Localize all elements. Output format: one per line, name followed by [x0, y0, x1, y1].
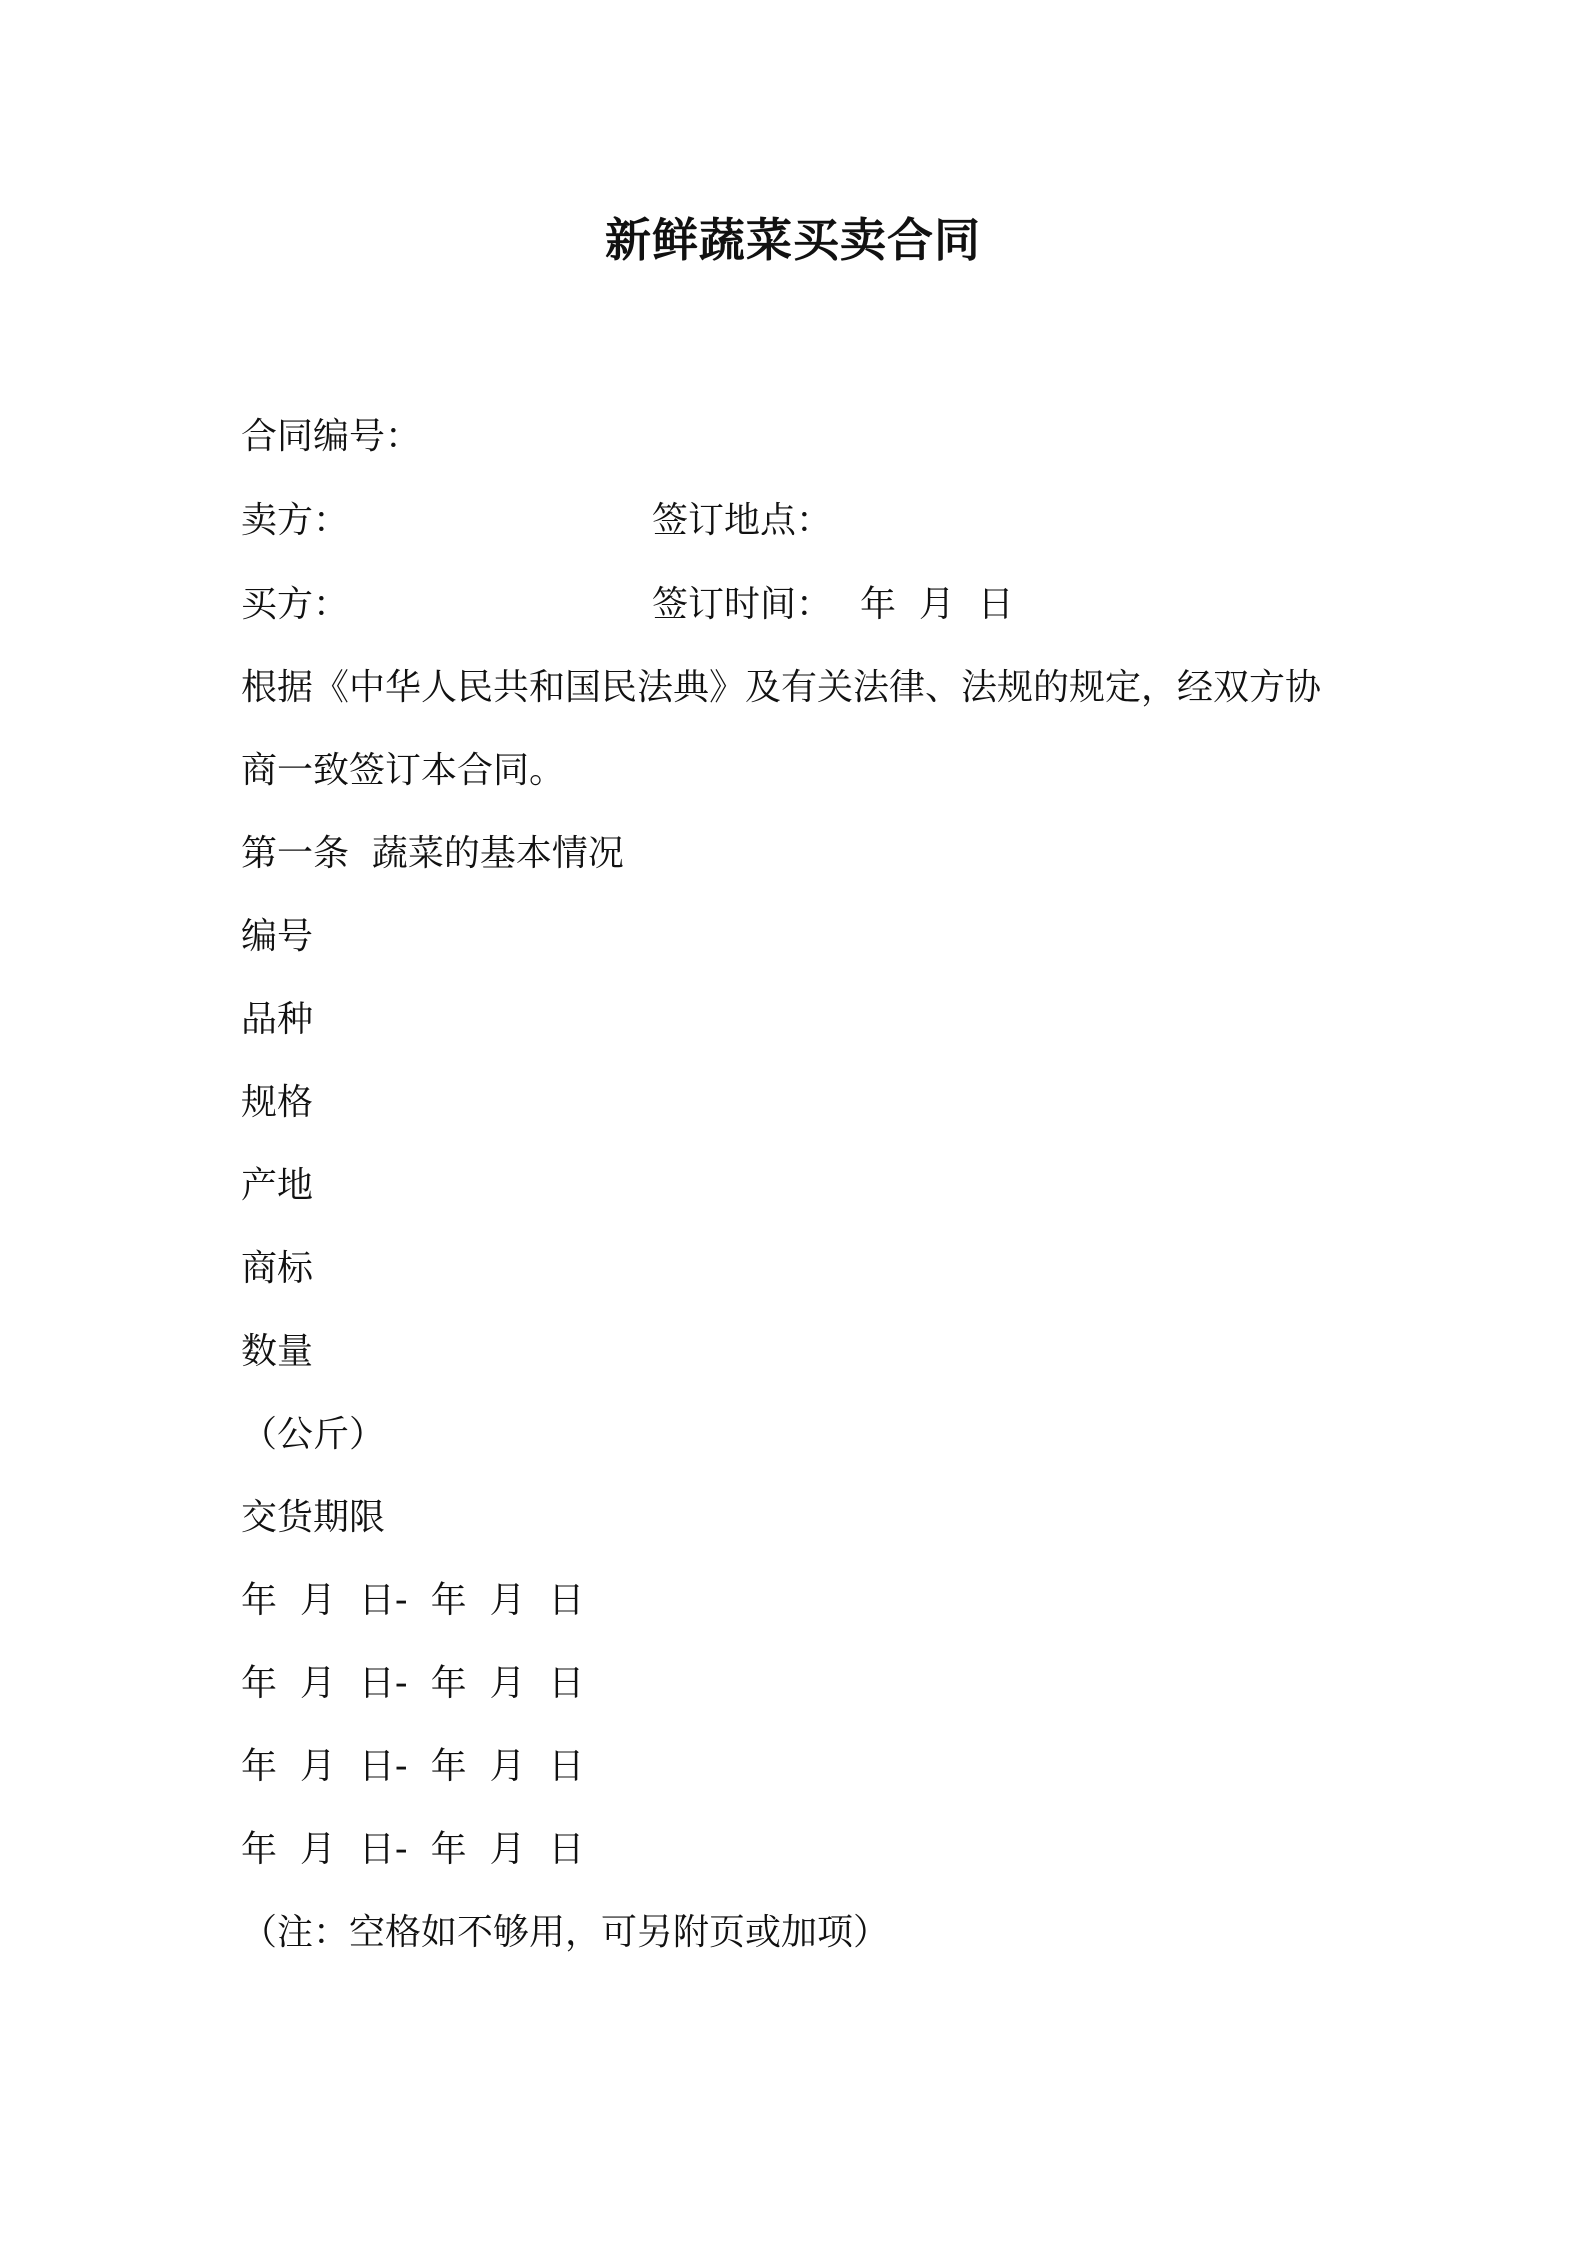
page-title: 新鲜蔬菜买卖合同: [605, 213, 981, 267]
delivery-date-row: 年 月 日- 年 月 日: [241, 1829, 585, 1870]
intro-paragraph-line-1: 根据《中华人民共和国民法典》及有关法律、法规的规定，经双方协: [241, 667, 1322, 708]
field-label-delivery-period: 交货期限: [241, 1497, 386, 1538]
field-label-trademark: 商标: [241, 1248, 314, 1289]
field-label-variety: 品种: [241, 999, 314, 1040]
field-label-number: 编号: [241, 916, 314, 957]
sign-time-label: 签订时间：: [652, 584, 833, 625]
delivery-date-row: 年 月 日- 年 月 日: [241, 1580, 585, 1621]
sign-place-label: 签订地点：: [652, 500, 833, 541]
seller-label: 卖方：: [241, 500, 350, 541]
sign-time: [652, 580, 1014, 630]
field-label-quantity-unit: （公斤）: [241, 1414, 386, 1455]
note-text: （注：空格如不够用，可另附页或加项）: [241, 1912, 890, 1953]
delivery-date-row: 年 月 日- 年 月 日: [241, 1746, 585, 1787]
buyer-label: 买方：: [241, 584, 350, 625]
sign-time-value: 年 月 日: [860, 584, 1014, 625]
field-label-spec: 规格: [241, 1082, 314, 1123]
intro-paragraph-line-2: 商一致签订本合同。: [241, 750, 566, 791]
field-label-origin: 产地: [241, 1165, 314, 1206]
field-label-quantity: 数量: [241, 1331, 314, 1372]
article-1-heading: 第一条 蔬菜的基本情况: [241, 833, 624, 874]
delivery-date-row: 年 月 日- 年 月 日: [241, 1663, 585, 1704]
contract-number-label: 合同编号：: [241, 416, 422, 457]
